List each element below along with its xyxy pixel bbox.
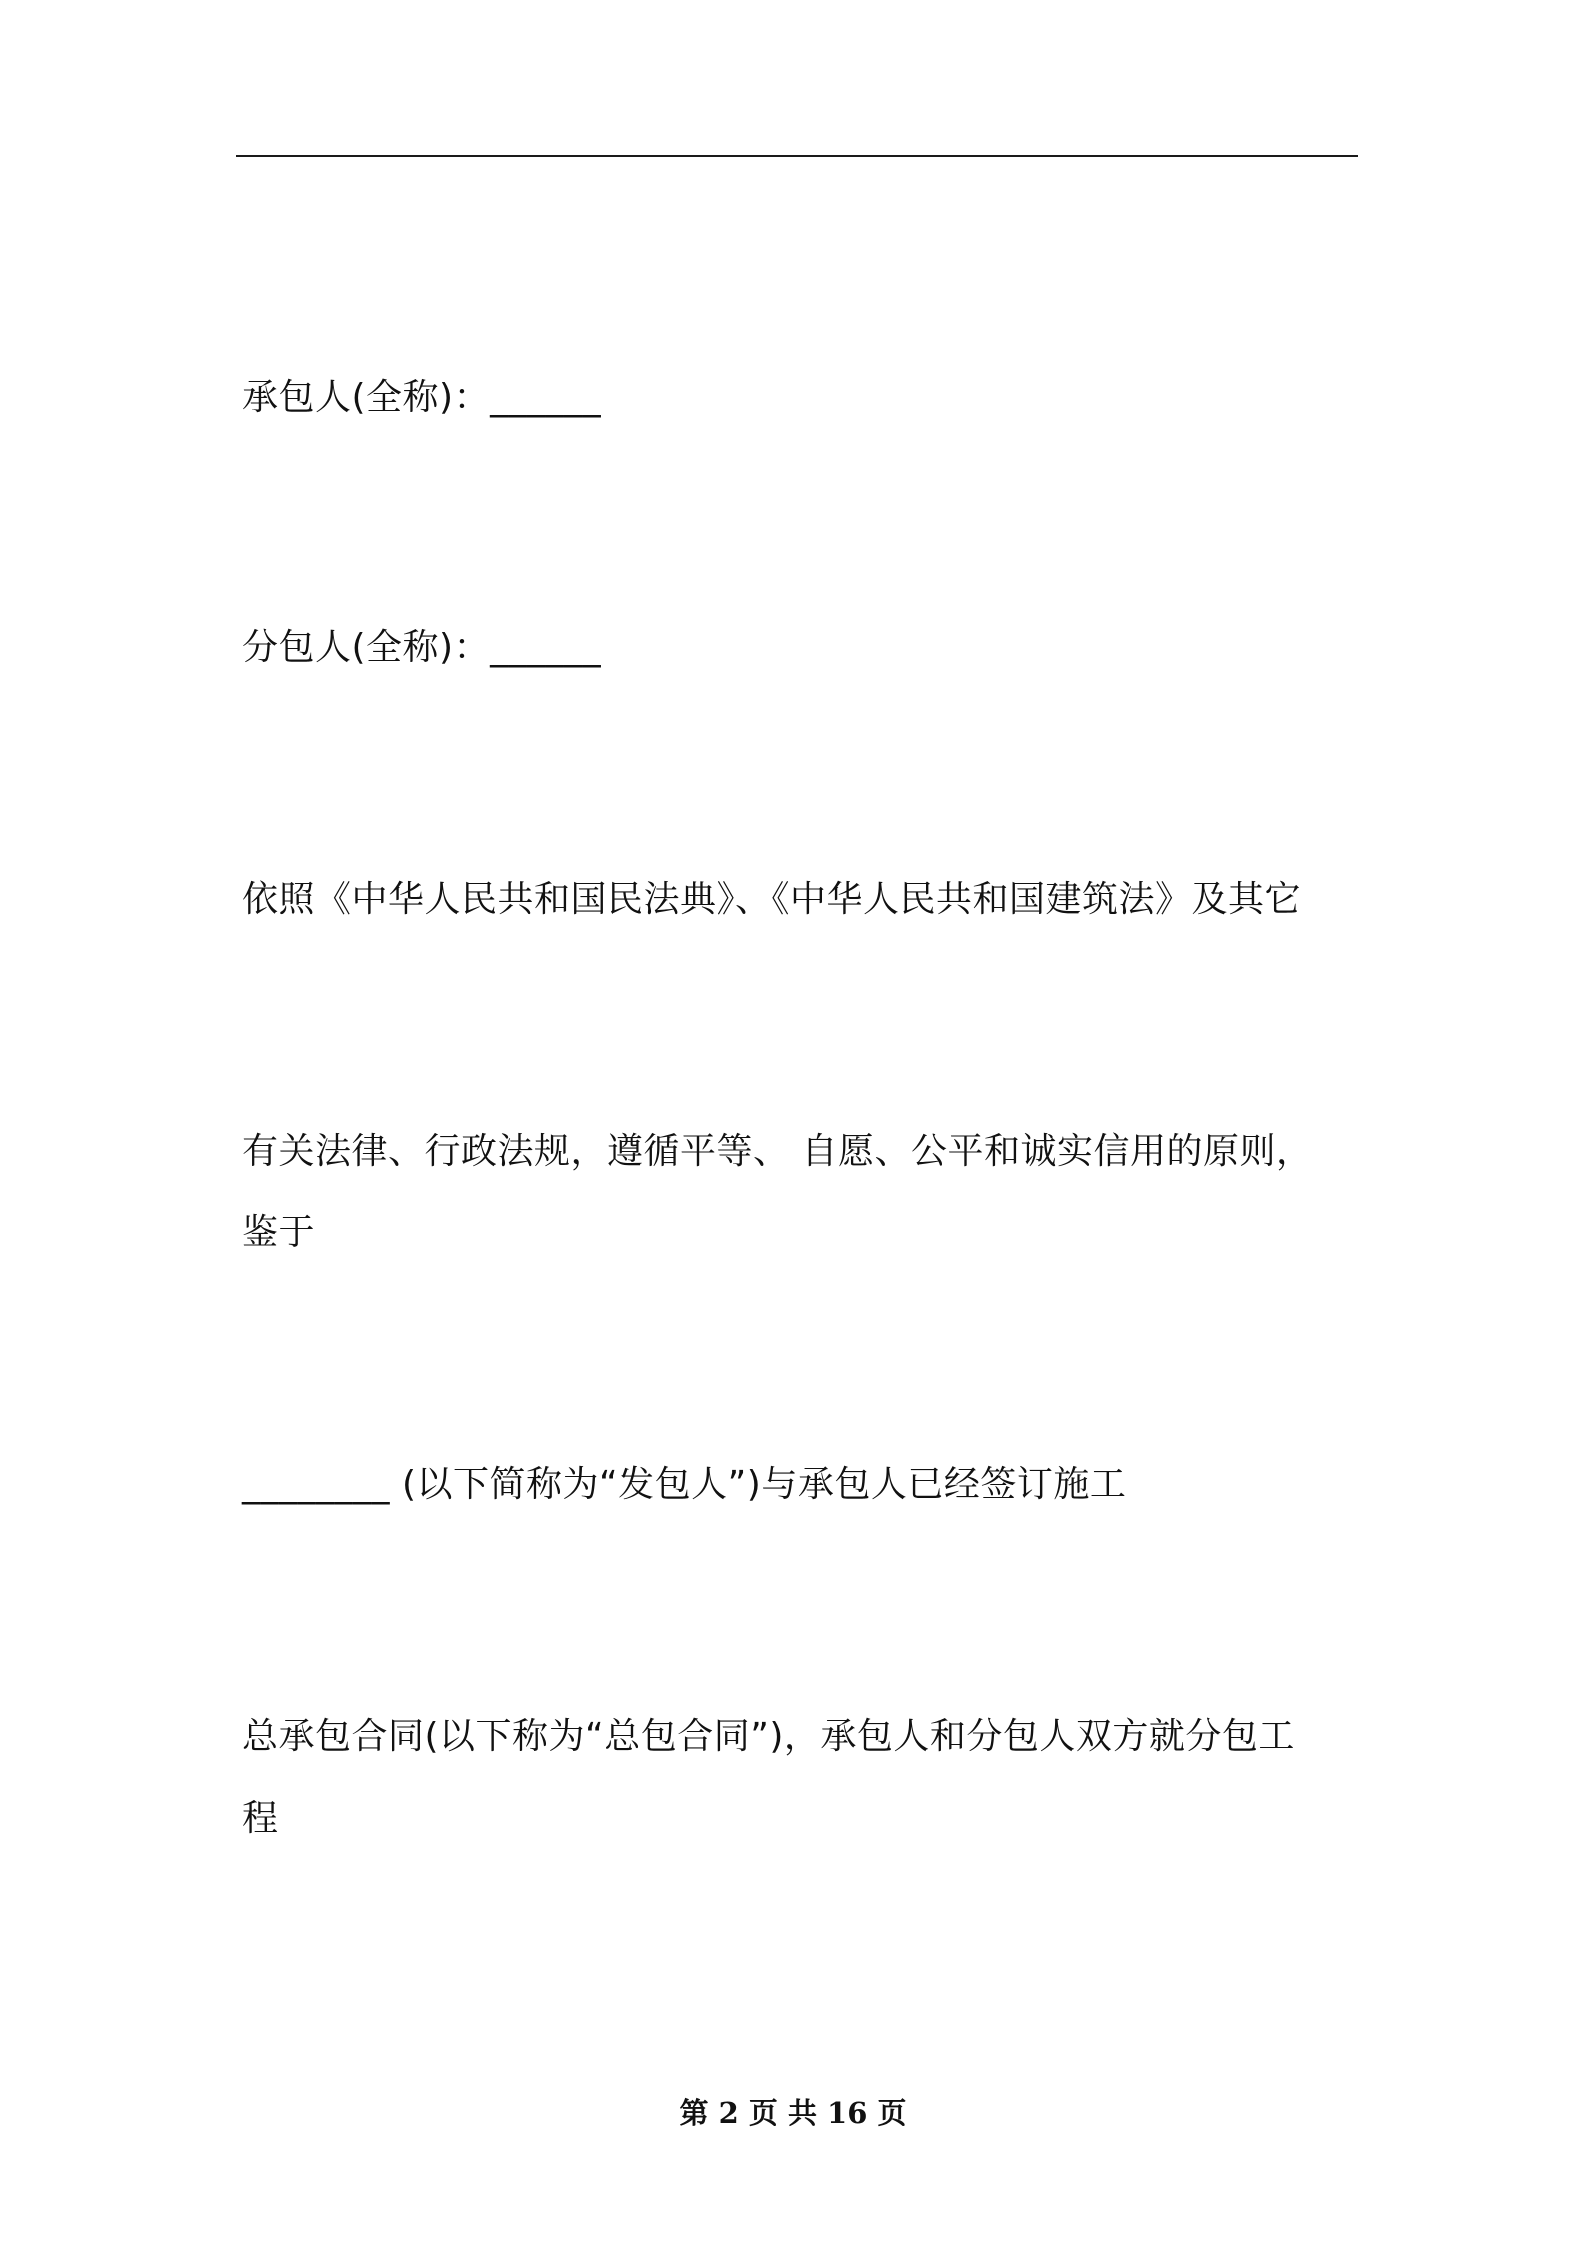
legal-basis-line: 依照《中华人民共和国民法典》、《中华人民共和国建筑法》及其它 — [242, 879, 1302, 920]
subcontractor-name-line: 分包人(全称)：______ — [242, 627, 602, 668]
contractor-name-line: 承包人(全称)：______ — [242, 377, 602, 418]
general-contract-line: 总承包合同(以下称为“总包合同”)，承包人和分包人双方就分包工 — [242, 1716, 1295, 1757]
page-number: 第 2 页 共 16 页 — [679, 2096, 907, 2130]
header-rule — [236, 155, 1358, 157]
principles-line: 有关法律、行政法规，遵循平等、 自愿、公平和诚实信用的原则， — [242, 1131, 1313, 1172]
principles-line-continued: 鉴于 — [242, 1212, 316, 1253]
general-contract-line-continued: 程 — [242, 1798, 279, 1839]
employer-line: ________ (以下简称为“发包人”)与承包人已经签订施工 — [242, 1464, 1127, 1505]
